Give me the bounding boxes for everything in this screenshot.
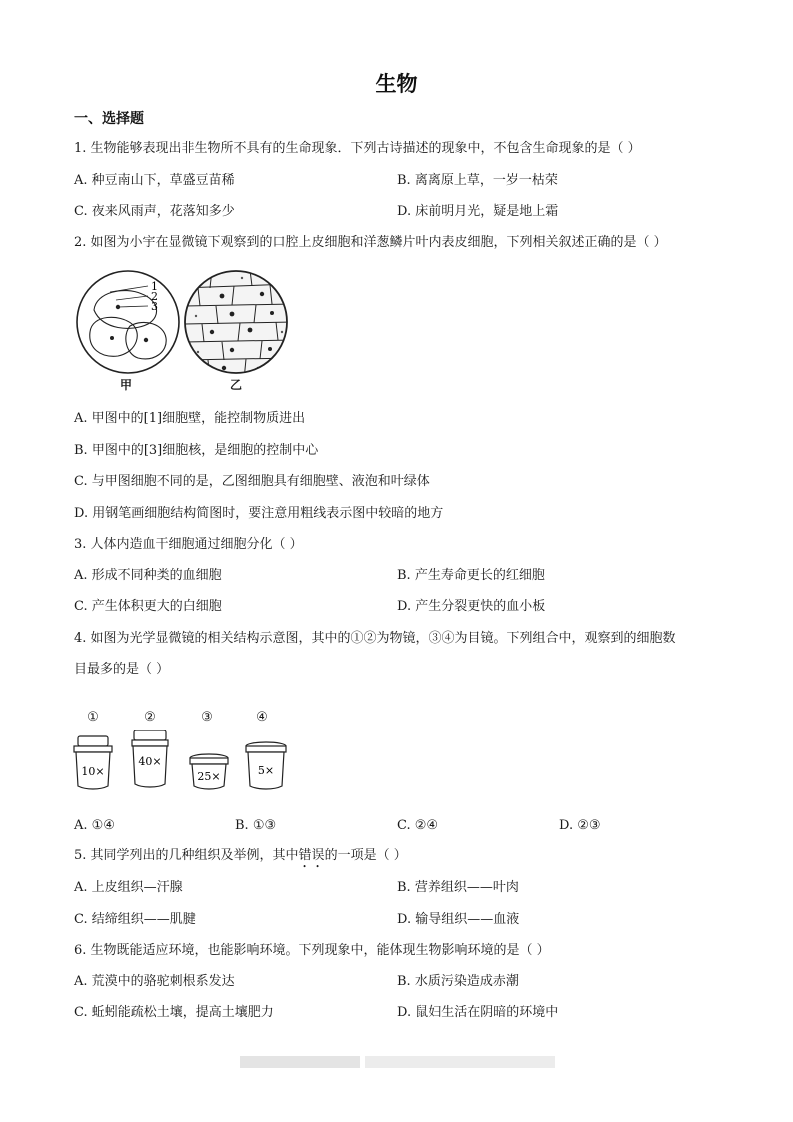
question-5-option-c: C. 结缔组织——肌腱 [74,912,196,927]
question-6-option-a: A. 荒漠中的骆驼刺根系发达 [74,974,235,989]
question-1-option-d: D. 床前明月光，疑是地上霜 [397,204,559,219]
figure-label-yi: 乙 [230,378,243,392]
question-3-stem: 3. 人体内造血干细胞通过细胞分化（ ） [74,537,303,552]
fig-label-2: 2 [151,290,158,303]
lens-mark-5x: 5× [257,764,275,777]
question-5-stem-after: 的一项是（ ） [324,848,407,863]
question-5-option-d: D. 输导组织——血液 [397,912,520,927]
eyepiece-lens-5x [246,742,286,789]
question-1-option-a: A. 种豆南山下，草盛豆苗稀 [74,173,235,188]
objective-lens-10x [74,736,112,789]
fig-label-3: 3 [151,300,158,313]
question-4-option-a: A. ①④ [74,818,115,833]
eyepiece-lens-25x [190,754,228,789]
question-4-option-b: B. ①③ [235,818,277,833]
question-5-stem-emphasis: 错误 [298,848,325,863]
blurred-footer-left [240,1056,360,1068]
question-4-stem-line2: 目最多的是（ ） [74,662,170,677]
question-5-stem [74,847,407,871]
question-4-stem-line1: 4. 如图为光学显微镜的相关结构示意图，其中的①②为物镜，③④为目镜。下列组合中，观察到的细胞数 [74,631,676,646]
question-2-option-a: A. 甲图中的[1]细胞壁，能控制物质进出 [74,411,306,426]
question-2-option-c: C. 与甲图细胞不同的是，乙图细胞具有细胞壁、液泡和叶绿体 [74,474,430,489]
question-6-option-b: B. 水质污染造成赤潮 [397,974,519,989]
section-heading: 一、选择题 [74,111,144,127]
cell-figure [72,270,302,390]
lens-mark-10x: 10× [81,765,105,778]
question-5-option-a: A. 上皮组织—汗腺 [74,880,183,895]
question-4-option-d: D. ②③ [559,818,601,833]
question-1-option-b: B. 离离原上草，一岁一枯荣 [397,173,558,188]
page-title: 生物 [375,72,418,96]
question-1-stem: 1. 生物能够表现出非生物所不具有的生命现象．下列古诗描述的现象中，不包含生命现象的是（ ） [74,141,641,156]
question-2-option-b: B. 甲图中的[3]细胞核，是细胞的控制中心 [74,443,319,458]
question-2-option-d: D. 用钢笔画细胞结构简图时，要注意用粗线表示图中较暗的地方 [74,506,444,521]
lens-figure [70,730,290,792]
figure-label-jia: 甲 [120,378,133,392]
blurred-footer-right [365,1056,555,1068]
objective-lens-40x [132,730,168,787]
cheek-cell-diagram [77,271,179,373]
question-6-option-c: C. 蚯蚓能疏松土壤，提高土壤肥力 [74,1005,274,1020]
lens-mark-40x: 40× [138,755,162,768]
question-1-option-c: C. 夜来风雨声，花落知多少 [74,204,235,219]
lens-label-1: ① [87,710,99,725]
lens-label-4: ④ [256,710,268,725]
lens-label-3: ③ [201,710,213,725]
lens-label-2: ② [144,710,156,725]
onion-cell-diagram [182,270,292,380]
question-4-option-c: C. ②④ [397,818,439,833]
question-3-option-b: B. 产生寿命更长的红细胞 [397,568,545,583]
question-5-stem-before: 5. 其同学列出的几种组织及举例，其中 [74,848,299,863]
question-3-option-c: C. 产生体积更大的白细胞 [74,599,222,614]
question-5-option-b: B. 营养组织——叶肉 [397,880,519,895]
lens-mark-25x: 25× [197,770,221,783]
question-2-stem: 2. 如图为小宇在显微镜下观察到的口腔上皮细胞和洋葱鳞片叶内表皮细胞，下列相关叙述正确的是（ ） [74,235,667,250]
question-3-option-d: D. 产生分裂更快的血小板 [397,599,546,614]
question-3-option-a: A. 形成不同种类的血细胞 [74,568,222,583]
question-6-stem: 6. 生物既能适应环境，也能影响环境。下列现象中，能体现生物影响环境的是（ ） [74,943,550,958]
fig-label-1: 1 [151,280,158,293]
question-6-option-d: D. 鼠妇生活在阴暗的环境中 [397,1005,559,1020]
